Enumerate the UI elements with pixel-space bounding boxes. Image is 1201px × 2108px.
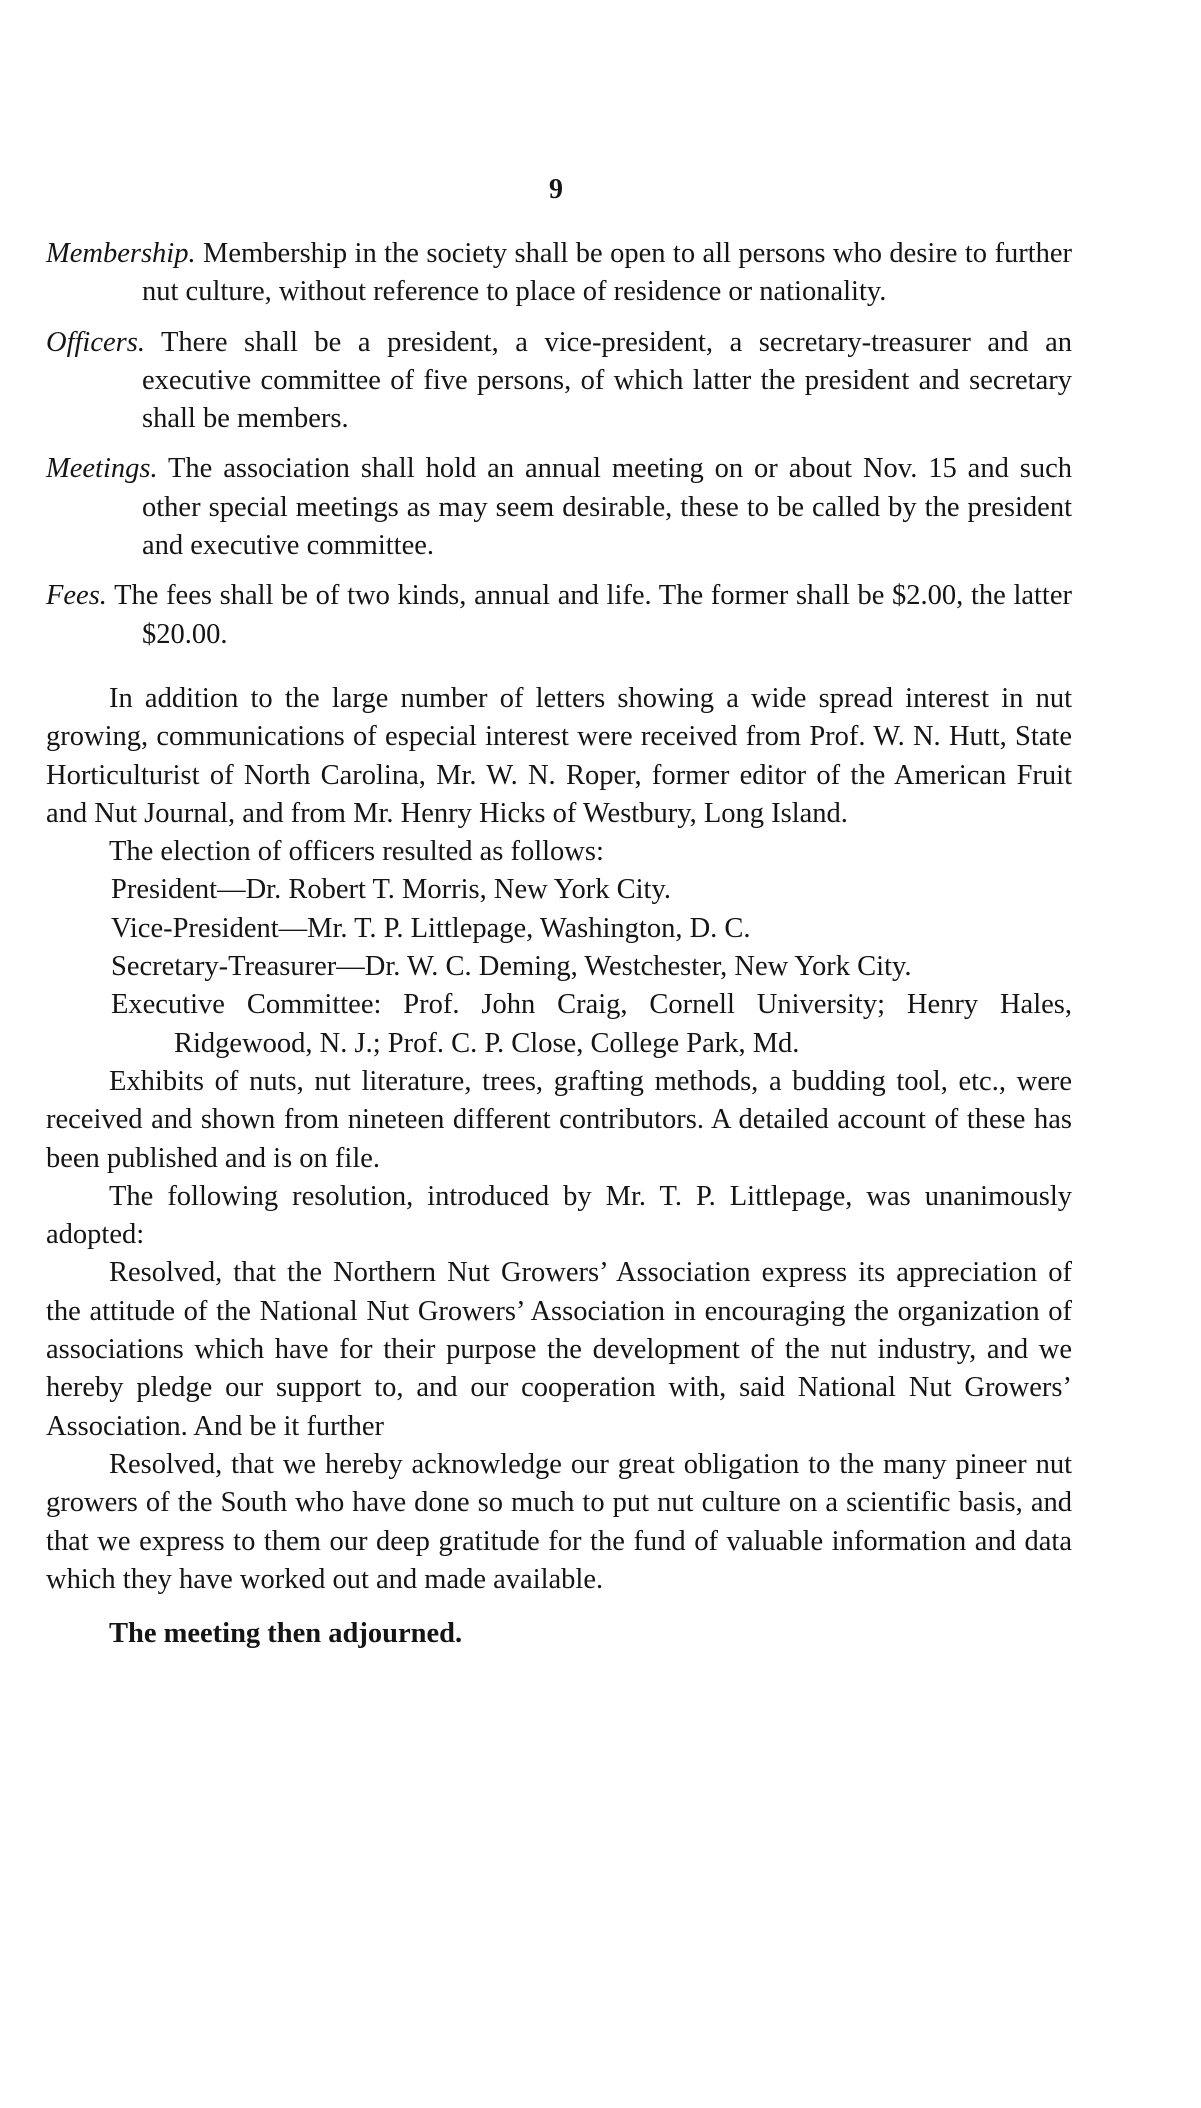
exhibits-paragraph: Exhibits of nuts, nut literature, trees, grafting methods, a budding tool, etc., were received and shown from nineteen different contributors. A detailed account of these has been published and is on file.: [46, 1065, 1072, 1174]
closing-line: The meeting then adjourned.: [109, 1618, 463, 1650]
resolution-paragraph: Resolved, that the Northern Nut Growers’ Association express its appreciation of the attitude of the National Nut Growers’ Association in encouraging the organization of associations which have for their purpose the development of the nut industry, and we hereby pledge our support to, and our cooperation with, said National Nut Growers’ Association. And be it further: [46, 1257, 1072, 1442]
clause-term: Membership.: [46, 238, 196, 269]
officer-vice-president: Vice-President—Mr. T. P. Littlepage, Washington, D. C.: [111, 912, 751, 944]
officer-president: President—Dr. Robert T. Morris, New York City.: [111, 874, 671, 906]
officers-clause: [46, 324, 1072, 439]
fees-clause: [46, 577, 1072, 654]
officer-executive-committee: Executive Committee: Prof. John Craig, Cornell University; Henry Hales, Ridgewood, N. J.; Prof. C. P. Close, College Park, Md.: [111, 989, 1072, 1059]
letters-paragraph: In addition to the large number of letters showing a wide spread interest in nut growing, communications of especial interest were received from Prof. W. N. Hutt, State Horticulturist of North Carolina, Mr. W. N. Roper, former editor of the American Fruit and Nut Journal, and from Mr. Henry Hicks of Westbury, Long Island.: [46, 682, 1072, 829]
clause-term: Fees.: [46, 580, 107, 612]
resolution-paragraph: Resolved, that we hereby acknowledge our great obligation to the many pineer nut growers of the South who have done so much to put nut culture on a scientific basis, and that we express to them our deep gratitude for the fund of valuable information and data which they have worked out and made available.: [46, 1448, 1072, 1595]
clause-text: There shall be a president, a vice-president, a secretary-treasurer and an executive committee of five persons, of which latter the president and secretary shall be members.: [142, 326, 1072, 435]
clause-term: Meetings.: [46, 453, 158, 485]
clause-term: Officers.: [46, 326, 145, 358]
officer-secretary-treasurer: Secretary-Treasurer—Dr. W. C. Deming, Westchester, New York City.: [111, 951, 912, 983]
election-intro: The election of officers resulted as follows:: [109, 836, 604, 868]
page-body: [46, 235, 1072, 1653]
clause-text: The association shall hold an annual meeting on or about Nov. 15 and such other special meetings as may seem desirable, these to be called by the president and executive committee.: [142, 453, 1072, 562]
resolution-intro: The following resolution, introduced by Mr. T. P. Littlepage, was unanimously adopted:: [46, 1180, 1072, 1251]
spacer: [46, 666, 1072, 680]
meetings-clause: [46, 450, 1072, 565]
clause-text: Membership in the society shall be open to all persons who desire to further nut culture, without reference to place of residence or nationality.: [142, 238, 1073, 308]
page-number: 9: [549, 174, 563, 205]
membership-clause: [46, 235, 1072, 312]
clause-text: The fees shall be of two kinds, annual and life. The former shall be $2.00, the latter $20.00.: [114, 580, 1072, 650]
